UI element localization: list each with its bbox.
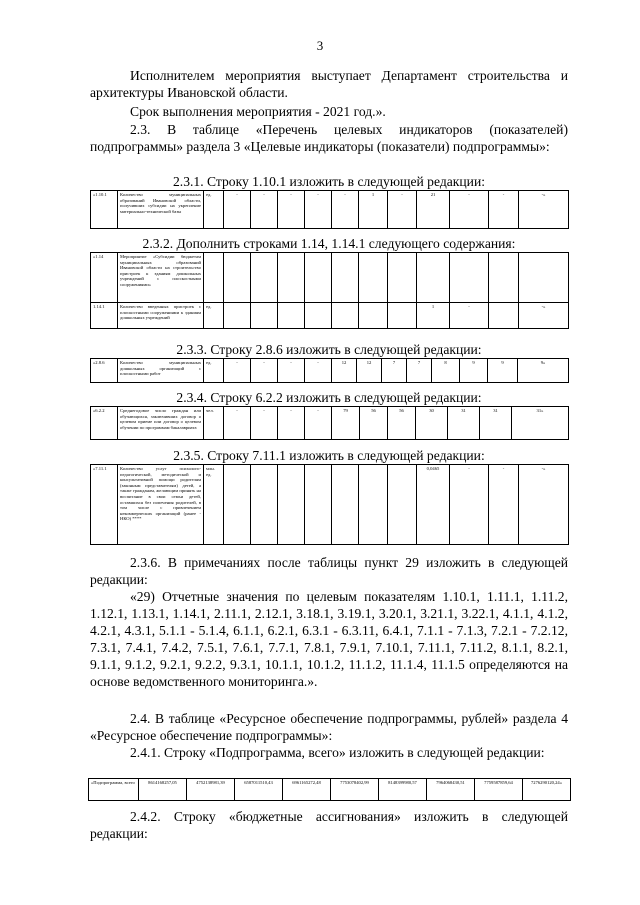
table-cell: «Подпрограмма, всего [89, 779, 139, 801]
table-cell: - [305, 407, 332, 440]
table-cell: 9» [518, 359, 569, 383]
table-cell: Количество услуг психолого-педагогической, методической и консультативной помощи родителям (законным представителям) детей, а также гражданам, желающим принять на воспитание в свои семьи детей, оставшихся без попечения родителей, в том числе с привлечением некоммерческих организаций (ранее - НКО) **** [118, 465, 204, 545]
table-cell [224, 465, 251, 545]
table-cell: Мероприятие «Субсидии бюджетам муниципальных образований Ивановской области на строительство пристроек к зданиям дошкольных учреждений с плоскостными сооружениями» [118, 253, 204, 303]
table-cell: «1.14 [91, 253, 118, 303]
table-cell: - [251, 359, 278, 383]
table-cell: - [332, 191, 359, 229]
table-cell: 7964068430,51 [427, 779, 475, 801]
table-cell [359, 253, 388, 303]
table-cell: 9 [488, 359, 518, 383]
note-29: «29) Отчетные значения по целевым показателям 1.10.1, 1.11.1, 1.11.2, 1.12.1, 1.13.1, 1.14.1, 2.11.1, 2.12.1, 3.18.1, 3.19.1, 3.20.1, 3.21.1, 3.22.1, 4.1.1, 4.1.2, 4.2.1, 4.3.1, 5.1.1 - 5.1.4, 6.1.1, 6.2.1, 6.3.1 - 6.3.11, 6.4.1, 7.1.1 - 7.1.3, 7.2.1 - 7.2.12, 7.3.1, 7.4.1, 7.4.2, 7.5.1, 7.6.1, 7.7.1, 7.8.1, 7.9.1, 7.10.1, 7.11.1, 7.11.2, 8.1.1, 8.2.1, 9.1.1, 9.1.2, 9.2.1, 9.2.2, 9.3.1, 10.1.1, 10.1.2, 11.1.2, 11.1.4, 11.1.5 определяются на основе ведомственного мониторинга.». [90, 589, 568, 689]
table-cell: млн. ед. [204, 465, 224, 545]
table-cell [278, 303, 305, 329]
heading-2-3-2: 2.3.2. Дополнить строками 1.14, 1.14.1 следующего содержания: [142, 236, 516, 251]
table-row-2-8-6 [90, 358, 569, 383]
table-cell: 7276290120,24» [523, 779, 571, 801]
table-cell: 7753078402,99 [331, 779, 379, 801]
table-cell [278, 465, 305, 545]
table-cell: - [489, 465, 519, 545]
table-cell: - [278, 407, 305, 440]
table-cell: - [251, 407, 278, 440]
table-cell: 56 [360, 407, 388, 440]
table-cell [359, 303, 388, 329]
table-cell [519, 253, 569, 303]
table-row-6-2-2 [90, 406, 569, 440]
heading-2-3-4: 2.3.4. Строку 6.2.2 изложить в следующей редакции: [176, 390, 482, 405]
table-cell: 12 [357, 359, 382, 383]
table-cell: - [305, 359, 332, 383]
table-cell: - [305, 191, 332, 229]
table-cell [332, 253, 359, 303]
heading-2-3-3: 2.3.3. Строку 2.8.6 изложить в следующей редакции: [176, 342, 482, 357]
table-cell [305, 253, 332, 303]
table-cell: - [450, 303, 489, 329]
table-cell: - [388, 191, 417, 229]
table-row-1-10-1 [90, 190, 569, 229]
table-cell [332, 465, 359, 545]
table-cell: Среднегодовое число граждан или обучающихся, заключивших договор о целевом приеме или договор о целевом обучении по программам бакалавриата [118, 407, 204, 440]
table-cell: - [278, 191, 305, 229]
table-rows-1-14 [90, 252, 569, 329]
table-cell: 31 [480, 407, 512, 440]
table-cell: Количество муниципальных дошкольных организаций с плоскостными работ [118, 359, 204, 383]
heading-2-3-6: 2.3.6. В примечаниях после таблицы пункт 29 изложить в следующей редакции: [90, 555, 568, 587]
table-cell [450, 253, 489, 303]
table-cell [388, 465, 417, 545]
heading-2-4-2: 2.4.2. Строку «бюджетные ассигнования» изложить в следующей редакции: [90, 809, 568, 841]
table-cell: 8 [432, 359, 460, 383]
table-cell: - [251, 191, 278, 229]
table-cell [224, 253, 251, 303]
table-cell: «6.2.2 [91, 407, 118, 440]
table-cell: 12 [332, 359, 357, 383]
table-cell: 30 [416, 407, 448, 440]
table-cell: 7759587859,64 [475, 779, 523, 801]
table-cell: 8148399980,57 [379, 779, 427, 801]
table-cell: -» [519, 191, 569, 229]
heading-2-3-1: 2.3.1. Строку 1.10.1 изложить в следующей редакции: [173, 174, 485, 189]
heading-2-3-5: 2.3.5. Строку 7.11.1 изложить в следующей редакции: [173, 448, 485, 463]
table-cell: 8614168257,05 [139, 779, 187, 801]
table-cell [278, 253, 305, 303]
paragraph-2-4: 2.4. В таблице «Ресурсное обеспечение подпрограммы, рублей» раздела 4 «Ресурсное обеспечение подпрограммы»: [90, 711, 568, 743]
table-cell: - [224, 359, 251, 383]
table-cell: 21 [417, 191, 450, 229]
table-cell [251, 465, 278, 545]
table-cell [224, 303, 251, 329]
table-cell: - [278, 359, 305, 383]
heading-2-4-1: 2.4.1. Строку «Подпрограмма, всего» изложить в следующей редакции: [130, 745, 545, 760]
table-cell [489, 303, 519, 329]
table-cell: 7 [382, 359, 407, 383]
table-cell: 1.14.1 [91, 303, 118, 329]
table-cell: 0,0465 [417, 465, 450, 545]
table-cell: 1 [359, 191, 388, 229]
table-cell: «7.11.1 [91, 465, 118, 545]
table-cell: - [450, 465, 489, 545]
table-cell: 79 [332, 407, 360, 440]
table-cell [417, 253, 450, 303]
table-cell: 1 [417, 303, 450, 329]
table-cell: - [224, 407, 251, 440]
table-cell [204, 253, 224, 303]
table-cell: - [224, 191, 251, 229]
table-cell: «2.8.6 [91, 359, 118, 383]
table-cell: Количество введенных пристроек с плоскостными сооружениями к зданиям дошкольных учреждений [118, 303, 204, 329]
table-cell [305, 465, 332, 545]
paragraph-executor: Исполнителем мероприятия выступает Департамент строительства и архитектуры Ивановской области. [90, 68, 568, 100]
table-cell [305, 303, 332, 329]
table-cell [489, 253, 519, 303]
table-cell: 6587011510,43 [235, 779, 283, 801]
table-cell: -» [519, 465, 569, 545]
table-cell: 9 [460, 359, 488, 383]
table-cell: 56 [388, 407, 416, 440]
table-cell: ед. [204, 303, 224, 329]
table-cell: 31 [448, 407, 480, 440]
table-cell: - [489, 191, 519, 229]
page-number: 3 [316, 38, 324, 53]
table-cell: ед. [204, 359, 224, 383]
table-cell: - [450, 191, 489, 229]
table-cell [251, 303, 278, 329]
table-cell: -» [519, 303, 569, 329]
table-row-7-11-1 [90, 464, 569, 545]
table-cell [388, 253, 417, 303]
table-cell: Количество муниципальных образований Ивановской области, получивших субсидии на укрепление материально-технической базы [118, 191, 204, 229]
paragraph-2-3: 2.3. В таблице «Перечень целевых индикаторов (показателей) подпрограммы» раздела 3 «Целевые индикаторы (показатели) подпрограммы»: [90, 122, 568, 154]
table-cell: 4752138981,39 [187, 779, 235, 801]
table-cell [388, 303, 417, 329]
table-cell [251, 253, 278, 303]
table-cell: чел. [204, 407, 224, 440]
table-cell: 7 [407, 359, 432, 383]
table-cell: «1.10.1 [91, 191, 118, 229]
table-row-subprogram-total [88, 778, 571, 801]
table-cell: 6961165272,48 [283, 779, 331, 801]
table-cell: ед. [204, 191, 224, 229]
table-cell [359, 465, 388, 545]
table-cell [332, 303, 359, 329]
paragraph-deadline: Срок выполнения мероприятия - 2021 год.». [130, 104, 386, 119]
table-cell: 31» [512, 407, 569, 440]
